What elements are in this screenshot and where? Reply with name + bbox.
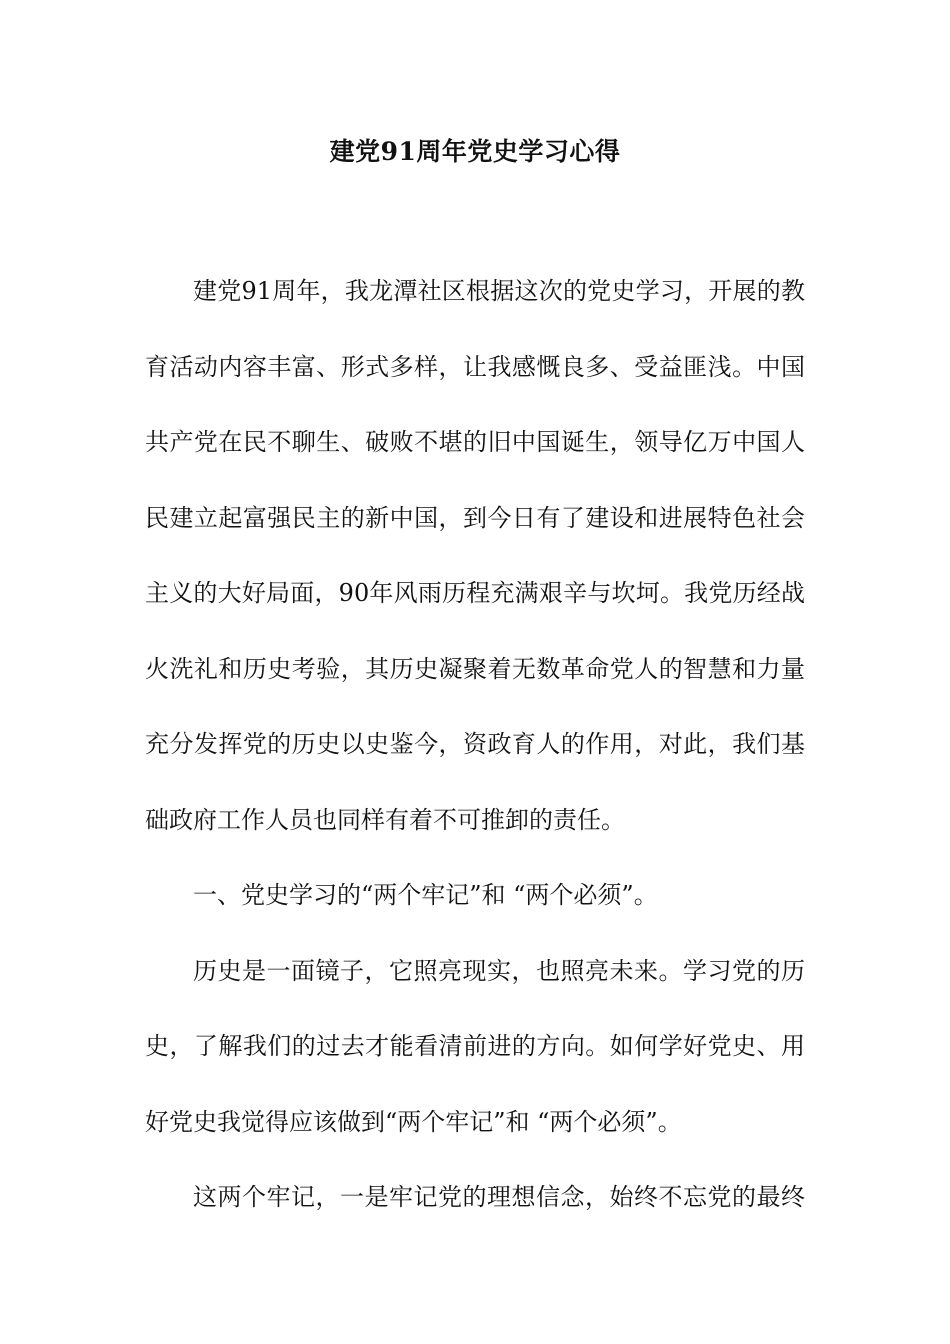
text-line: 共产党在民不聊生、破败不堪的旧中国诞生，领导亿万中国人 [145,428,805,456]
text-line: 育活动内容丰富、形式多样，让我感慨良多、受益匪浅。中国 [145,352,805,381]
text-line: 主义的大好局面，90年风雨历程充满艰辛与坎坷。我党历经战 [145,579,805,607]
text-line: 火洗礼和历史考验，其历史凝聚着无数革命党人的智慧和力量 [145,654,805,683]
text-line: 史，了解我们的过去才能看清前进的方向。如何学好党史、用 [145,1032,805,1060]
document-body [145,254,805,1236]
paragraph [145,934,805,1161]
text-line: 充分发挥党的历史以史鉴今，资政育人的作用，对此，我们基 [145,730,805,758]
text-line: 建党91周年，我龙潭社区根据这次的党史学习，开展的教 [193,277,805,305]
document-title: 建党91周年党史学习心得 [329,137,621,166]
text-line: 民建立起富强民主的新中国，到今日有了建设和进展特色社会 [145,503,805,532]
text-line: 这两个牢记，一是牢记党的理想信念，始终不忘党的最终 [193,1183,805,1211]
text-line: 础政府工作人员也同样有着不可推卸的责任。 [145,805,625,834]
paragraph [145,254,805,858]
section-heading [145,858,805,934]
text-line: 好党史我觉得应该做到“两个牢记”和 “两个必须”。 [145,1107,682,1136]
text-line: 历史是一面镜子，它照亮现实，也照亮未来。学习党的历 [193,956,805,985]
text-line: 一、党史学习的“两个牢记”和 “两个必须”。 [193,881,658,909]
paragraph [145,1160,805,1236]
